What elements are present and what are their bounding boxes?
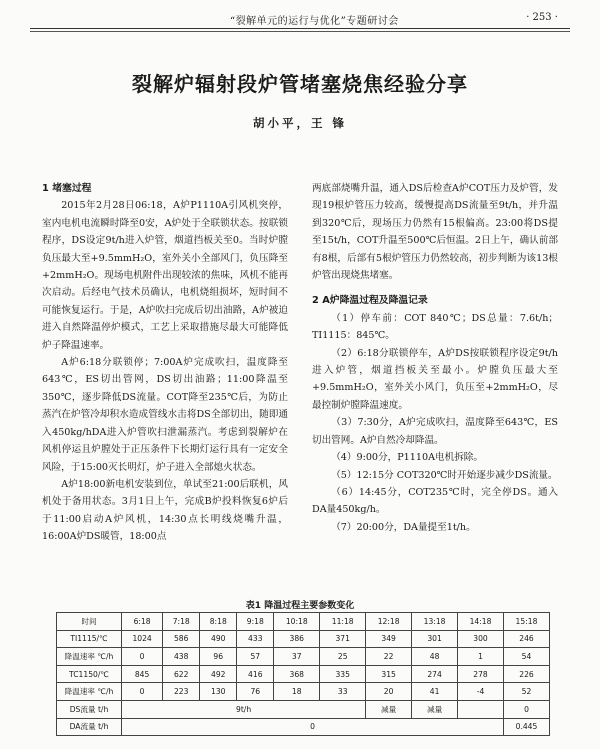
table-cell: 130 (200, 683, 237, 701)
table-header-cell: 7:18 (163, 613, 200, 631)
table-cell: 433 (237, 630, 274, 648)
table-header-cell: 8:18 (200, 613, 237, 631)
table-cell: 减量 (412, 700, 458, 718)
table-cell: 减量 (366, 700, 412, 718)
table-cell: 0.445 (503, 718, 549, 736)
table-cell: DA流量 t/h (57, 718, 122, 736)
table-cell: 20 (366, 683, 412, 701)
table-cell: 0 (122, 683, 163, 701)
table-cell: TI1115/℃ (57, 630, 122, 648)
header-rule-thin (30, 31, 570, 32)
table-cell: 41 (412, 683, 458, 701)
table-cell: 1024 (122, 630, 163, 648)
table-header-cell: 11:18 (320, 613, 366, 631)
table-cell: 76 (237, 683, 274, 701)
table-cell: 335 (320, 665, 366, 683)
running-title: “裂解单元的运行与优化”专题研讨会 (230, 16, 399, 27)
table-header-cell: 13:18 (412, 613, 458, 631)
table-cell: 371 (320, 630, 366, 648)
table-cell: 586 (163, 630, 200, 648)
table-cell: 54 (503, 648, 549, 666)
list-item: （6）14:45分，COT235℃时，完全停DS。通入DA量450kg/h。 (312, 486, 558, 516)
section-1-heading: 1 堵塞过程 (42, 183, 92, 194)
list-item: （7）20:00分，DA量提至1t/h。 (331, 521, 476, 533)
table-cell: 301 (412, 630, 458, 648)
list-item: （4）9:00分，P1110A电机拆除。 (331, 452, 483, 464)
table-header-cell: 12:18 (366, 613, 412, 631)
table-header-cell: 9:18 (237, 613, 274, 631)
table-cell: 96 (200, 648, 237, 666)
table-row (57, 665, 550, 683)
table-cell: -4 (458, 683, 504, 701)
table-cell: 845 (122, 665, 163, 683)
table-cell: 492 (200, 665, 237, 683)
table-cell: 52 (503, 683, 549, 701)
table-cell: 490 (200, 630, 237, 648)
table-row (57, 630, 550, 648)
table-cell: 246 (503, 630, 549, 648)
section-2-heading: 2 A炉降温过程及降温记录 (312, 295, 428, 307)
left-column (42, 180, 288, 546)
table-cell: 300 (458, 630, 504, 648)
table-cell: 0 (503, 700, 549, 718)
paragraph-continued: 两底部烧嘴升温，通入DS后检查A炉COT压力及炉管，发现19根炉管压力较高，缓慢提高DS流量至9t/h，并升温到320℃后，现场压力仍然有15根偏高。23:00将DS提至15t/h，COT升温至500℃后恒温。2日上午，确认前部有8根，后部有5根炉管压力仍然较高，初步判断为该13根炉管出现烧焦堵塞。 (312, 183, 558, 282)
table-cell: 18 (274, 683, 320, 701)
table-cell: 223 (163, 683, 200, 701)
table-row (57, 683, 550, 701)
cooling-parameters-table (56, 612, 550, 736)
table-cell: 368 (274, 665, 320, 683)
table-cell: 274 (412, 665, 458, 683)
table-row (57, 648, 550, 666)
table-cell: 22 (366, 648, 412, 666)
list-item: （3）7:30分，A炉完成吹扫，温度降至643℃，ES切出管网。A炉自然冷却降温。 (312, 417, 558, 446)
page-header (30, 10, 570, 30)
table-row-da (57, 718, 550, 736)
paper-authors: 胡小平，王 锋 (252, 116, 347, 130)
table-header-cell: 14:18 (458, 613, 504, 631)
page-number: · 253 · (526, 12, 558, 23)
table-cell: 降温速率 ℃/h (57, 683, 122, 701)
paper-title: 裂解炉辐射段炉管堵塞烧焦经验分享 (132, 72, 468, 96)
table-cell: TC1150/℃ (57, 665, 122, 683)
paragraph: A炉18:00新电机安装到位，单试至21:00后联机，风机处于备用状态。3月1日上午，完成B炉投料恢复6炉后于11:00启动A炉风机，14:30点长明线烧嘴升温，16:00A炉DS暖管，18:00点 (42, 478, 288, 543)
table-header-cell: 时间 (57, 613, 122, 631)
table-title: 表1 降温过程主要参数变化 (245, 601, 355, 611)
table-cell: 226 (503, 665, 549, 683)
list-item: （1）停车前：COT 840℃；DS总量：7.6t/h；TI1115：845℃。 (312, 312, 558, 342)
table-header-cell: 6:18 (122, 613, 163, 631)
header-rule (30, 28, 570, 29)
paragraph: 2015年2月28日06:18，A炉P1110A引风机突停，室内电机电流瞬时降至0安，A炉处于全联锁状态。按联锁程序，DS设定9t/h进入炉管，烟道挡板关至0。当时炉膛负压最大至+9.5mmH₂O，室外关小全部风门，负压降至+2mmH₂O。现场电机附件出现较浓的焦味，风机不能再次启动。后经电气技术员确认，电机烧组损坏，短时间不可能恢复运行。于是，A炉吹扫完成后切出油路，A炉被迫进入自然降温停炉模式，工艺上采取措施尽最大可能降低炉子降温速率。 (42, 200, 288, 351)
table-cell (458, 700, 504, 718)
table-header-cell: 15:18 (503, 613, 549, 631)
table-row-ds (57, 700, 550, 718)
table-cell: 416 (237, 665, 274, 683)
table-cell: 622 (163, 665, 200, 683)
table-cell: 0 (122, 718, 504, 736)
table-header-cell: 10:18 (274, 613, 320, 631)
table-cell: 48 (412, 648, 458, 666)
table-cell: 1 (458, 648, 504, 666)
table-cell: 57 (237, 648, 274, 666)
table-cell: 386 (274, 630, 320, 648)
table-cell: 25 (320, 648, 366, 666)
table-cell: 349 (366, 630, 412, 648)
paragraph: A炉6:18分联锁停；7:00A炉完成吹扫，温度降至643℃，ES切出管网，DS切出油路；11:00降温至350℃，逐步降低DS流量。COT降至235℃后，为防止蒸汽在炉管冷却积水造成管线水击将DS全部切出，随即通入450kg/hDA进入炉管吹扫泄漏蒸汽。考虑到裂解炉在风机停运且炉膛处于正压条件下长期灯运行具有一定安全风险，于15:00灭长明灯，炉子进入全部熄火状态。 (42, 357, 288, 473)
table-cell: 438 (163, 648, 200, 666)
list-item: （2）6:18分联锁停车，A炉DS按联锁程序设定9t/h进入炉管，烟道挡板关至最小。炉膛负压最大至+9.5mmH₂O，室外关小风门，负压至+2mmH₂O，尽最控制炉膛降温速度。 (312, 347, 558, 411)
table-cell: 降温速率 ℃/h (57, 648, 122, 666)
table-cell: 278 (458, 665, 504, 683)
table-cell: 33 (320, 683, 366, 701)
right-column (312, 180, 558, 536)
list-item: （5）12:15分 COT320℃时开始逐步减少DS流量。 (331, 469, 558, 481)
table-header-row (57, 613, 550, 631)
table-cell: 9t/h (122, 700, 366, 718)
table-cell: 0 (122, 648, 163, 666)
table-cell: DS流量 t/h (57, 700, 122, 718)
table-cell: 37 (274, 648, 320, 666)
table-cell: 315 (366, 665, 412, 683)
